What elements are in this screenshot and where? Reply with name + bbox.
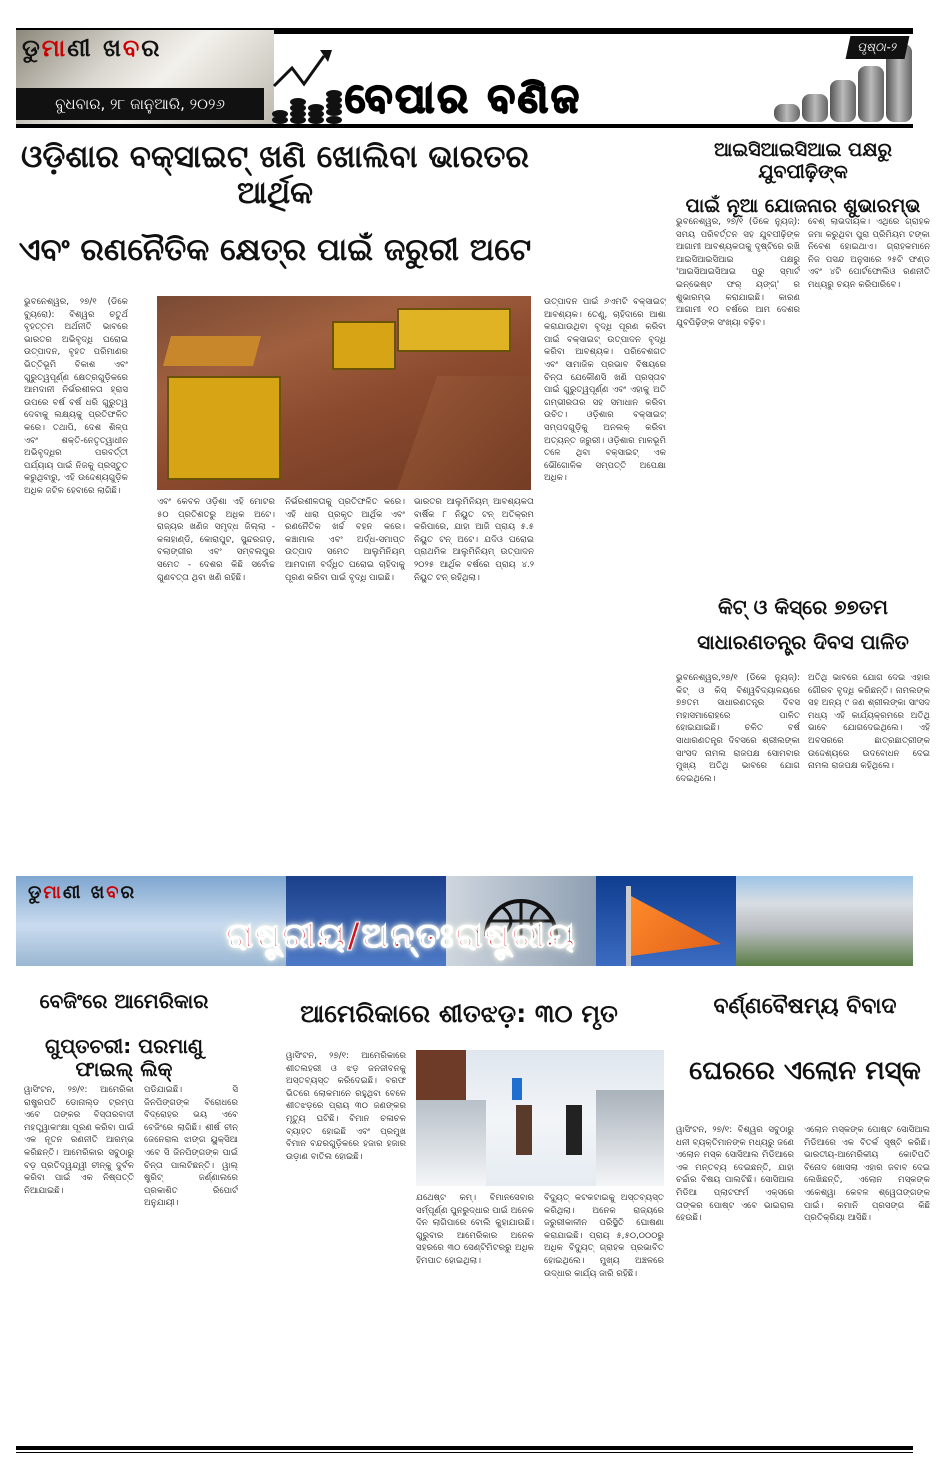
lead-headline	[10, 140, 540, 269]
winter-article-col3: ବିଦ୍ୟୁତ୍ କଟକଟାଇକୁ ଅସ୍ତବ୍ୟସ୍ତ କରିଥିଲା। ଅନେକ ରାଜ୍ୟରେ ଜରୁରୀକାଳୀନ ପରିସ୍ଥିତି ଘୋଷଣା କରାଯାଇଛି। ପ୍ରାୟ ୫,୫୦,୦୦୦ରୁ ଅଧିକ ବିଦ୍ୟୁତ୍ ଗ୍ରାହକ ପ୍ରଭାବିତ ହୋଇଥିଲେ। ମୁଖ୍ୟ ଅଞ୍ଚଳରେ ଉଦ୍ଧାର କାର୍ଯ୍ୟ ଜାରି ରହିଛି।	[544, 1193, 664, 1279]
beijing-article-col2: ପଡିଯାଇଛି। ସି ଜିନପିଙ୍ଗଙ୍କ ବିରୋଧରେ ବିଦ୍ରୋହର ଭୟ ଏବେ ବେଜିଂରେ ଲାଗିଛି। ଶୀର୍ଷ ଚୀନ୍ ଜେନେରାଲ ଝାଙ୍ଗ ୟୁକ୍ସିଆ ଏବେ ସି ଜିନପିଙ୍ଗଙ୍କ ପାଇଁ ଚିନ୍ତା ପାଲଟିଛନ୍ତି। ୱାଲ୍ ଷ୍ଟ୍ରିଟ୍ ଜର୍ଣ୍ଣାଲରେ ପ୍ରକାଶିତ ରିପୋର୍ଟ ଅନୁଯାୟୀ।	[144, 1085, 238, 1209]
winter-article-col2: ଯଥେଷ୍ଟ କମ୍। ବିମାନସେବାର ସର୍ମ୍ପୂର୍ଣ୍ଣ ପୁନରୁଦ୍ଧାର ପାଇଁ ଅନେକ ଦିନ ଲାଗିପାରେ ବୋଲି କୁହାଯାଉଛି। ଗୁରୁବାର ଆମେରିକାର ଅନେକ ସହରରେ ୩୦ ସେଣ୍ଟିମିଟରରୁ ଅଧିକ ହିମପାତ ହୋଇଥିଲା।	[416, 1193, 534, 1266]
section-title: ବେପାର ବଣିଜ	[345, 76, 582, 122]
lead-article-col2: ଏବଂ କେବଳ ଓଡ଼ିଶା ଏହି ମୋଟର ୫୦ ପ୍ରତିଶତରୁ ଅଧିକ ଅଟେ। ରାଜ୍ୟର ଖଣିଜ ସମୃଦ୍ଧ ଜିଲ୍ଲା - କଳାହାଣ୍ଡି, କୋରାପୁଟ, ସୁନ୍ଦରଗଡ଼, ବଲାଙ୍ଗୀର ଏବଂ ସମ୍ବଲପୁର ସମେତ - ଦେଶର କିଛି ସର୍ବୋଚ୍ଚ ଗୁଣବତ୍ତା ଥିବା ଖଣି ରହିଛି।	[157, 497, 275, 583]
musk-article-col2: ଏଲୋନ ମସ୍କଙ୍କ ପୋଷ୍ଟ ସୋସିଆଲ ମିଡିଆରେ ଏକ ବିତର୍କ ସୃଷ୍ଟି କରିଛି। ଭାରତୀୟ-ଆମେରିକୀୟ କୋଟିପତି ବିନୋଦ ଖୋସଲା ଏହାର ଜବାବ ଦେଇ ଲେଖିଛନ୍ତି, ଏଲୋନ ମସ୍କଙ୍କ ଏକେଶ୍ୱା କେବଳ ଶ୍ୱେତାଙ୍ଗଙ୍କ ପାଇଁ। କମାନି ପ୍ରସଙ୍ଗ କିଛି ପ୍ରତିକ୍ରିୟା ଆସିଛି।	[804, 1125, 930, 1224]
kiit-headline	[672, 596, 934, 654]
snowstorm-photo	[416, 1050, 664, 1186]
winter-article-col1: ୱାସିଂଟନ, ୨୭/୧: ଆମେରିକାରେ ଶୀତଲହରୀ ଓ ଝଡ଼ ଜନଜୀବନକୁ ଅସ୍ତବ୍ୟସ୍ତ କରିଦେଇଛି। ବରଫ ଭିତରେ ଲୋକମାନେ ରହୁଥିବା ବେଳେ ଶୀତଝଡ଼ରେ ପ୍ରାୟ ୩୦ ଜଣଙ୍କର ମୃତ୍ୟୁ ଘଟିଛି। ବିମାନ ଚଳାଚଳ ବ୍ୟାହତ ହୋଇଛି ଏବଂ ପ୍ରମୁଖ ବିମାନ ବନ୍ଦରଗୁଡ଼ିକରେ ହଜାର ହଜାର ଉଡ଼ାଣ ବାତିଲ ହୋଇଛି।	[286, 1051, 406, 1162]
band-title: ରାଷ୍ଟ୍ରୀୟ/ଅନ୍ତଃରାଷ୍ଟ୍ରୀୟ	[226, 916, 577, 956]
lead-article-col5: ଉତ୍ପାଦନ ପାଇଁ ୬ଏମଟି ବକ୍ସାଇଟ୍ ଆବଶ୍ୟକ। ତେଣୁ, ଚାହିଦାରେ ଆଶା କରାଯାଉଥିବା ବୃଦ୍ଧି ପୂରଣ କରିବା ପାଇଁ ବକ୍ସାଇଟ୍ ଉତ୍ପାଦନ ବୃଦ୍ଧି କରିବା ଆବଶ୍ୟକ। ପରିବେଶଗତ ଏବଂ ସାମାଜିକ ପ୍ରଭାବ ବିଷୟରେ ଚିନ୍ତା ଯେକୌଣସି ଖଣି ପ୍ରସ୍ତାବ ପାଇଁ ଗୁରୁତ୍ୱପୂର୍ଣ୍ଣ ଏବଂ ଏହାକୁ ଅତି ଗମ୍ଭୀରତାର ସହ ସମାଧାନ କରିବା ଉଚିତ। ଓଡ଼ିଶାର ବକ୍ସାଇଟ୍ ସମ୍ପଦଗୁଡ଼ିକୁ ଅନଲକ୍ କରିବା ଅତ୍ୟନ୍ତ ଜରୁରୀ। ଓଡ଼ିଶାର ମାଳଭୂମି ତଳେ ଥିବା ବକ୍ସାଇଟ୍ ଏକ ଭୌଗୋଳିକ ସମ୍ପତ୍ତି ଅପେକ୍ଷା ଅଧିକ।	[544, 297, 666, 484]
footer-rule-thin	[16, 1452, 913, 1453]
aicici-headline	[672, 140, 934, 218]
aicici-headline-line2: ପାଇଁ ନୂଆ ଯୋଜନାର ଶୁଭାରମ୍ଭ	[685, 194, 921, 217]
lead-article-col1: ଭୁବନେଶ୍ୱର, ୨୭/୧ (ଡିକେ ବ୍ୟୁରୋ): ବିଶ୍ୱର ଚତୁର୍ଥ ବୃହତ୍ତମ ଅର୍ଥନୀତି ଭାବରେ ଭାରତର ଅଭିବୃଦ୍ଧି ଘରୋଇ ଉତ୍ପାଦନ, ବୃହତ ପରିମାଣର ଭିତ୍ତିଭୂମି ବିକାଶ ଏବଂ ଗୁରୁତ୍ୱପୂର୍ଣ୍ଣ କ୍ଷେତ୍ରଗୁଡ଼ିକରେ ଆମଦାନୀ ନିର୍ଭରଶୀଳତା ହ୍ରାସ ଉପରେ ବର୍ଷ ବର୍ଷ ଧରି ଗୁରୁତ୍ୱ ଦେବାକୁ ଲକ୍ଷ୍ୟକୁ ପ୍ରତିଫଳିତ କରେ। ତଥାପି, ଦେଶ ଶିଳ୍ପ ଏବଂ ଶକ୍ତି-ନେତୃତ୍ୱାଧୀନ ଅଭିବୃଦ୍ଧିର ପରବର୍ତ୍ତୀ ପର୍ଯ୍ୟାୟ ପାଇଁ ନିଜକୁ ପ୍ରସ୍ତୁତ କରୁଥିବାରୁ, ଏହି ଉଦ୍ଦେଶ୍ୟଗୁଡ଼ିକ ଅଧିକ ଜଟିଳ ହେବାରେ ଲାଗିଛି।	[24, 297, 128, 496]
beijing-headline-line2: ଗୁପ୍ତଚରୀ: ପରମାଣୁ ଫାଇଲ୍ ଲିକ୍	[44, 1034, 204, 1081]
band-brand-logo: ଡୁମାଣୀ ଖବର	[28, 882, 137, 903]
aicici-article-col2: ବେଶ୍ ଲାଭଦାୟକ। ଏଥିରେ ଗ୍ରାହକ ଜମା କରୁଥିବା ପୁରା ପ୍ରିମିୟମ ଟଙ୍କା ନିବେଶ ହୋଇଥାଏ। ଗ୍ରାହକମାନେ ନିଜ ପସନ୍ଦ ଅନୁସାରେ ୨୫ଟି ଫଣ୍ଡ ଏବଂ ୪ଟି ପୋର୍ଟଫୋଲିଓ ରଣନୀତି ମଧ୍ୟରୁ ଚୟନ କରିପାରିବେ।	[808, 217, 930, 290]
musk-headline	[676, 994, 934, 1087]
page-number: ପୃଷ୍ଠା-୨	[846, 36, 910, 59]
lead-article-col4: ଭାରତର ଆଲୁମିନିୟମ୍ ଆବଶ୍ୟକତା ବାର୍ଷିକ ୮ ନିୟୁତ ଟନ୍ ଅତିକ୍ରମ କରିପାରେ, ଯାହା ଆଜି ପ୍ରାୟ ୫.୫ ନିୟୁତ ଟନ୍ ଅଟେ। ଯଦିଓ ଘରୋଇ ପ୍ରାଥମିକ ଆଲୁମିନିୟମ୍ ଉତ୍ପାଦନ ୨୦୨୫ ଆର୍ଥିକ ବର୍ଷରେ ପ୍ରାୟ ୪.୨ ନିୟୁତ ଟନ୍ ରହିଥିଲା।	[414, 497, 534, 583]
kiit-article-col2: ଅତିଥି ଭାବରେ ଯୋଗ ଦେଇ ଏହାର ଗୌରବ ବୃଦ୍ଧି କରିଛନ୍ତି। ନାମଲଙ୍କ ସହ ଅନ୍ୟ ୯ ଜଣ ଶ୍ରୀଲଙ୍କା ସାଂସଦ ମଧ୍ୟ ଏହି କାର୍ଯ୍ୟକ୍ରମରେ ଅତିଥି ଭାବେ ଯୋଗଦେଇଥିଲେ। ଏହି ଅବସରରେ ଛାତ୍ରଛାତ୍ରୀଙ୍କ ଉଦ୍ଦେଶ୍ୟରେ ଉଦବୋଧନ ଦେଇ ନାମଲ ରାଜପକ୍ଷ କହିଥିଲେ।	[808, 673, 930, 772]
kiit-headline-line2: ସାଧାରଣତନ୍ତ୍ର ଦିବସ ପାଳିତ	[697, 630, 909, 654]
lead-headline-line1: ଓଡ଼ିଶାର ବକ୍ସାଇଟ୍ ଖଣି ଖୋଲିବା ଭାରତର ଆର୍ଥିକ	[21, 139, 529, 211]
lead-article-col3: ନିର୍ଭରଶୀଳତାକୁ ପ୍ରତିଫଳିତ କରେ। ଏହି ଧାରା ପ୍ରକୃତ ଆର୍ଥିକ ଏବଂ ରଣନୈତିକ ଖର୍ଚ୍ଚ ବହନ କରେ। କଞ୍ଚାମାଲ ଏବଂ ଅର୍ଦ୍ଧ-ସମାପ୍ତ ଉତ୍ପାଦ ସମେତ ଆଲୁମିନିୟମ୍ ଆମଦାନୀ ବର୍ଦ୍ଧିତ ଘରୋଇ ଚାହିଦାକୁ ପୂରଣ କରିବା ପାଇଁ ବୃଦ୍ଧି ପାଇଛି।	[285, 497, 405, 583]
issue-date: ବୁଧବାର, ୨୮ ଜାନୁଆରି, ୨୦୨୬	[16, 88, 264, 120]
masthead-bottom-rule	[16, 124, 913, 128]
musk-article-col1: ୱାସିଂଟନ, ୨୭/୧: ବିଶ୍ୱର ସବୁଠାରୁ ଧନୀ ବ୍ୟକ୍ତିମାନଙ୍କ ମଧ୍ୟରୁ ଜଣେ ଏଲୋନ ମସ୍କ ସୋସିଆଲ ମିଡିଆରେ ଏକ ମନ୍ତବ୍ୟ ଦେଇଛନ୍ତି, ଯାହା ଚର୍ଚ୍ଚାର ବିଷୟ ପାଲଟିଛି। ସୋସିଆଲ ମିଡିଆ ପ୍ଲାଟଫର୍ମ ଏକ୍ସରେ ତାଙ୍କର ପୋଷ୍ଟ ଏବେ ଭାଇରାଲ ହେଉଛି।	[676, 1125, 794, 1224]
bauxite-mine-photo	[157, 296, 531, 490]
aicici-article-col1: ଭୁବନେଶ୍ୱର, ୨୭/୧ (ଡିକେ ନ୍ୟୁଜ୍): ସମୟ ପରିବର୍ତ୍ତନ ସହ ଯୁବପୀଢ଼ିଙ୍କ ଆଗାମୀ ଆବଶ୍ୟକତାକୁ ଦୃଷ୍ଟିରେ ରଖି ଆଇସିଆଇସିଆଇ ପକ୍ଷରୁ 'ଆଇସିଆଇସିଆଇ ପ୍ରୁ ସ୍ମାର୍ଟ ଇନ୍‌ଭେଷ୍ଟ ଫର୍ ୟଙ୍ଗ୍' ର ଶୁଭାରମ୍ଭ କରାଯାଇଛି। କାରଣ ଆଗାମୀ ୧୦ ବର୍ଷରେ ଆମ ଦେଶର ଯୁବପିଢ଼ିଙ୍କ ସଂଖ୍ୟା ବଢ଼ିବ।	[676, 217, 800, 328]
kiit-article-col1: ଭୁବନେଶ୍ୱର,୨୭/୧ (ଡିକେ ନ୍ୟୁଜ୍): କିଟ୍ ଓ କିସ୍ ବିଶ୍ୱବିଦ୍ୟାଳୟରେ ୭୭ତମ ସାଧାରଣତନ୍ତ୍ର ଦିବସ ମହାସମାରୋହରେ ପାଳିତ ହୋଇଯାଇଛି। ଚଳିତ ବର୍ଷ ସାଧାରଣତନ୍ତ୍ର ଦିବସରେ ଶ୍ରୀଲଙ୍କା ସାଂସଦ ନାମଲ ରାଜପକ୍ଷ ସୋମବାର ମୁଖ୍ୟ ଅତିଥି ଭାବରେ ଯୋଗ ଦେଇଥିଲେ।	[676, 673, 800, 784]
growth-chart-icon	[270, 44, 350, 126]
beijing-headline-line1: ବେଜିଂରେ ଆମେରିକାର	[39, 989, 209, 1013]
beijing-article-col1: ୱାସିଂଟନ, ୨୭/୧: ଆମେରିକା ରାଷ୍ଟ୍ରପତି ଡୋନାଲ୍ଡ ଟ୍ରମ୍ପ ଏବେ ତାଙ୍କର ବିସ୍ତାରବାଦୀ ମହତ୍ତ୍ୱାକାଂକ୍ଷା ପୂରଣ କରିବା ପାଇଁ ଏକ ନୂତନ ରଣନୀତି ଆରମ୍ଭ କରିଛନ୍ତି। ଆମେରିକାର ସବୁଠାରୁ ବଡ଼ ପ୍ରତିଦ୍ୱନ୍ଦ୍ୱୀ ଚୀନ୍‌କୁ ଦୁର୍ବଳ କରିବା ପାଇଁ ଏକ ନିଷ୍ପତ୍ତି ନିଆଯାଇଛି।	[24, 1085, 134, 1196]
musk-headline-line1: ବର୍ଣ୍ଣବୈଷମ୍ୟ ବିବାଦ	[713, 994, 897, 1019]
brand-logo: ଡୁମାଣୀ ଖବର	[22, 34, 162, 62]
musk-headline-line2: ଘେରରେ ଏଲୋନ ମସ୍କ	[689, 1056, 921, 1087]
aicici-headline-line1: ଆଇସିଆଇସିଆଇ ପକ୍ଷରୁ ଯୁବପୀଢ଼ିଙ୍କ	[714, 139, 892, 183]
national-international-banner	[16, 876, 913, 966]
kiit-headline-line1: କିଟ୍ ଓ କିସ୍‌ରେ ୭୭ତମ	[717, 595, 888, 619]
lead-headline-line2: ଏବଂ ରଣନୈତିକ କ୍ଷେତ୍ର ପାଇଁ ଜରୁରୀ ଅଟେ	[18, 232, 532, 269]
winter-storm-headline: ଆମେରିକାରେ ଶୀତଝଡ଼: ୩୦ ମୃତ	[300, 999, 618, 1028]
footer-rule-thick	[16, 1446, 913, 1450]
beijing-headline	[14, 990, 234, 1081]
